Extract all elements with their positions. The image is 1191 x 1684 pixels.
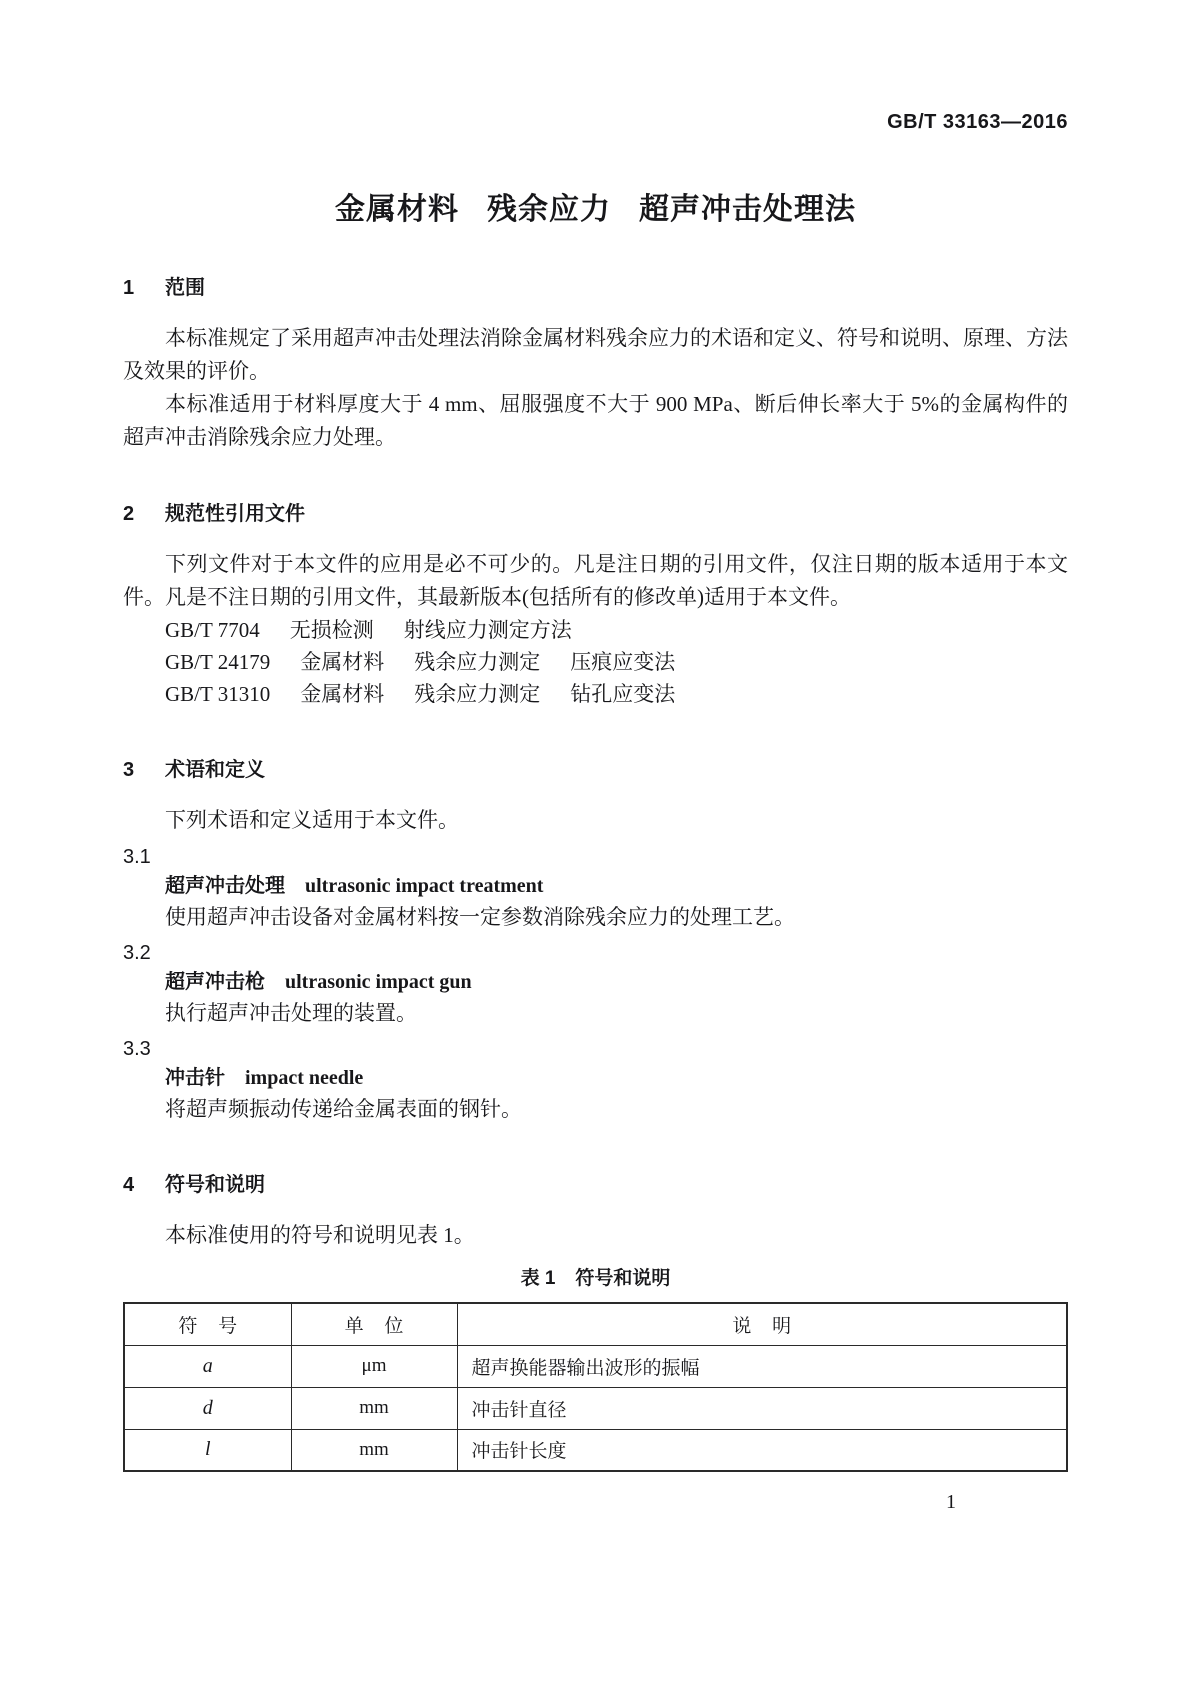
column-header-symbol: 符 号: [124, 1303, 291, 1345]
section-3-number: 3: [123, 759, 135, 781]
section-3-paragraph-1: 下列术语和定义适用于本文件。: [165, 808, 459, 832]
term-block-2: [123, 939, 1068, 1029]
standard-number: GB/T 33163—2016: [887, 111, 1068, 133]
row-3-unit: mm: [291, 1429, 457, 1471]
term-2-name-en: ultrasonic impact gun: [285, 971, 472, 993]
section-2-paragraph-1: 下列文件对于本文件的应用是必不可少的。凡是注日期的引用文件，仅注日期的版本适用于本文件。凡是不注日期的引用文件，其最新版本(包括所有的修改单)适用于本文件。: [123, 552, 1068, 609]
term-1-name-zh: 超声冲击处理: [165, 875, 285, 897]
term-3-heading: [123, 1063, 1068, 1094]
section-1-number: 1: [123, 277, 135, 299]
row-2-symbol: d: [124, 1387, 291, 1429]
section-4-heading: [123, 1173, 1068, 1197]
term-1-id: 3.1: [123, 846, 151, 868]
reference-1-code: GB/T 7704: [165, 618, 260, 642]
symbols-table: [123, 1302, 1068, 1472]
section-1-paragraph-2: 本标准适用于材料厚度大于 4 mm、屈服强度不大于 900 MPa、断后伸长率大于 5%的金属构件的超声冲击消除残余应力处理。: [123, 392, 1068, 449]
term-3-name-zh: 冲击针: [165, 1067, 225, 1089]
table-row-2: [124, 1387, 1067, 1429]
section-3-title: 术语和定义: [165, 759, 265, 781]
section-1-heading: [123, 276, 1068, 300]
section-4-title: 符号和说明: [165, 1174, 265, 1196]
section-4-number: 4: [123, 1174, 135, 1196]
row-1-symbol: a: [124, 1345, 291, 1387]
reference-2-part-3: 压痕应变法: [570, 650, 676, 674]
reference-3-code: GB/T 31310: [165, 682, 271, 706]
section-2-number: 2: [123, 503, 135, 525]
row-3-description: 冲击针长度: [457, 1429, 1067, 1471]
column-header-description: 说 明: [457, 1303, 1067, 1345]
reference-1-part-1: 无损检测: [289, 618, 374, 642]
term-3-name-en: impact needle: [245, 1067, 364, 1089]
title-part-method: 超声冲击处理法: [639, 193, 856, 226]
section-1-paragraph-1: 本标准规定了采用超声冲击处理法消除金属材料残余应力的术语和定义、符号和说明、原理、方法及效果的评价。: [123, 326, 1068, 383]
reference-item-3: [123, 678, 1068, 710]
reference-item-2: [123, 646, 1068, 678]
table-caption-text: 符号和说明: [575, 1268, 671, 1289]
term-2-name-zh: 超声冲击枪: [165, 971, 265, 993]
term-2-definition: 执行超声冲击处理的装置。: [165, 1001, 417, 1025]
term-block-1: [123, 843, 1068, 933]
term-2-id: 3.2: [123, 942, 151, 964]
section-2-heading: [123, 502, 1068, 526]
table-header-row: [124, 1303, 1067, 1345]
reference-3-part-1: 金属材料: [300, 682, 385, 706]
page-number: 1: [946, 1491, 956, 1513]
term-1-name-en: ultrasonic impact treatment: [305, 875, 544, 897]
symbols-table-head: [124, 1303, 1067, 1345]
symbols-table-body: [124, 1345, 1067, 1471]
column-header-unit: 单 位: [291, 1303, 457, 1345]
section-1-title: 范围: [165, 277, 205, 299]
reference-2-code: GB/T 24179: [165, 650, 271, 674]
table-row-3: [124, 1429, 1067, 1471]
term-2-heading: [123, 967, 1068, 998]
reference-2-part-1: 金属材料: [300, 650, 385, 674]
term-1-heading: [123, 871, 1068, 902]
section-4-paragraph-1: 本标准使用的符号和说明见表 1。: [165, 1223, 475, 1247]
document-title: [123, 192, 1068, 228]
table-caption: [123, 1268, 1068, 1290]
reference-2-part-2: 残余应力测定: [414, 650, 541, 674]
table-row-1: [124, 1345, 1067, 1387]
row-1-description: 超声换能器输出波形的振幅: [457, 1345, 1067, 1387]
reference-3-part-2: 残余应力测定: [414, 682, 541, 706]
reference-item-1: [123, 614, 1068, 646]
reference-1-part-2: 射线应力测定方法: [403, 618, 572, 642]
row-2-unit: mm: [291, 1387, 457, 1429]
section-2-title: 规范性引用文件: [165, 503, 305, 525]
term-3-definition: 将超声频振动传递给金属表面的钢针。: [165, 1097, 522, 1121]
term-3-id: 3.3: [123, 1038, 151, 1060]
row-2-description: 冲击针直径: [457, 1387, 1067, 1429]
reference-3-part-3: 钻孔应变法: [570, 682, 676, 706]
term-1-definition: 使用超声冲击设备对金属材料按一定参数消除残余应力的处理工艺。: [165, 905, 795, 929]
row-3-symbol: l: [124, 1429, 291, 1471]
title-part-stress: 残余应力: [487, 193, 611, 226]
title-part-material: 金属材料: [335, 193, 459, 226]
page-content: [123, 0, 1068, 1514]
row-1-unit: μm: [291, 1345, 457, 1387]
section-3-heading: [123, 758, 1068, 782]
table-caption-label: 表 1: [520, 1268, 556, 1289]
term-block-3: [123, 1035, 1068, 1125]
